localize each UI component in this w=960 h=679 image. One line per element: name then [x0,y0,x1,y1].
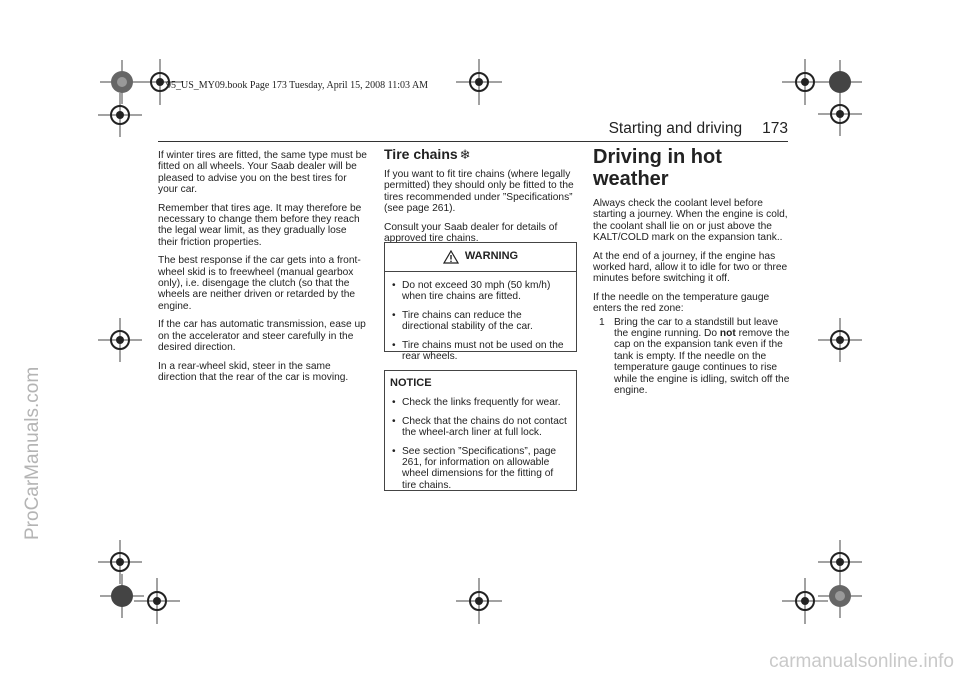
paragraph: If the car has automatic transmission, ease up on the accelerator and steer carefully in the desired direction. [158,319,366,354]
heading-text: Tire chains [384,146,458,162]
column-right [593,146,790,397]
column-middle [384,146,576,251]
registration-mark-bottom-center [456,578,502,624]
registration-mark-top-left-3 [98,93,142,137]
step-text-bold: not [719,328,736,340]
registration-mark-bottom-right-3 [818,574,862,618]
list-item: • Tire chains must not be used on the rear wheels. [390,340,570,363]
running-header [609,120,788,138]
notice-title: NOTICE [390,377,432,389]
list-item: • Tire chains can reduce the directional stability of the car. [390,310,570,333]
warning-triangle-icon [443,250,459,264]
registration-mark-mid-right [818,318,862,362]
site-watermark: carmanualsonline.info [769,651,954,672]
list-item: • Check the links frequently for wear. [390,397,570,408]
paragraph: If winter tires are fitted, the same type must be fitted on all wheels. Your Saab dealer will be pleased to advise you on the best tires for your car. [158,150,367,196]
registration-mark-mid-left [98,318,142,362]
snowflake-icon: ❄ [459,147,471,162]
tire-chains-heading [384,146,576,163]
list-item: • Check that the chains do not contact the wheel-arch liner at full lock. [390,416,570,439]
list-item [599,317,790,397]
paragraph: Always check the coolant level before starting a journey. When the engine is cold, the coolant shall lie on or just above the KALT/COLD mark on the expansion tank.. [593,198,788,244]
warning-box [384,242,577,363]
header-rule [158,141,788,142]
step-text-pre: Bring the car to a standstill but leave the engine running. Do [614,316,779,340]
warning-list [385,272,576,362]
step-text-post: remove the cap on the expansion tank even if the tank is empty. If the needle on the temperature gauge continues to rise while the engine is idling, switch off the engine. [614,328,790,397]
warning-header [385,243,576,272]
warning-title: WARNING [464,250,519,263]
registration-mark-top-right-3 [818,92,862,136]
step-number: 1 [599,316,605,328]
paragraph: Consult your Saab dealer for details of approved tire chains. [384,221,558,245]
paragraph: At the end of a journey, if the engine has worked hard, allow it to idle for two or three minutes before switching it off. [593,250,788,285]
registration-mark-top-center [456,59,502,105]
paragraph: If you want to fit tire chains (where legally permitted) they should only be fitted to the tires recommended under ”Specifications” (see page 261). [384,169,574,215]
notice-box [384,370,577,491]
steps-list [593,317,790,397]
registration-mark-bottom-left-3 [134,578,180,624]
column-left [158,150,368,390]
hot-weather-heading: Driving in hot weather [593,146,722,190]
list-item: • Do not exceed 30 mph (50 km/h) when tire chains are fitted. [390,280,570,303]
page-number: 173 [762,120,788,137]
paragraph: The best response if the car gets into a front-wheel skid is to freewheel (manual gearbox only), i.e. disengage the clutch (so that the wheels are neither driven or retarded by the engine. [158,255,361,312]
sidebar-watermark: ProCarManuals.com [22,366,43,540]
paragraph: If the needle on the temperature gauge enters the red zone: [593,291,770,315]
book-info-line: 95_US_MY09.book Page 173 Tuesday, April 15, 2008 11:03 AM [166,80,429,91]
paragraph: In a rear-wheel skid, steer in the same direction that the rear of the car is moving. [158,360,349,383]
notice-list [385,389,576,491]
paragraph: Remember that tires age. It may therefore be necessary to change them before they reach the legal wear limit, as they gradually lose their friction properties. [158,202,362,248]
list-item: • See section ”Specifications”, page 261, for information on allowable wheel dimensions for the fitting of tire chains. [390,446,570,492]
section-title: Starting and driving [608,120,743,137]
